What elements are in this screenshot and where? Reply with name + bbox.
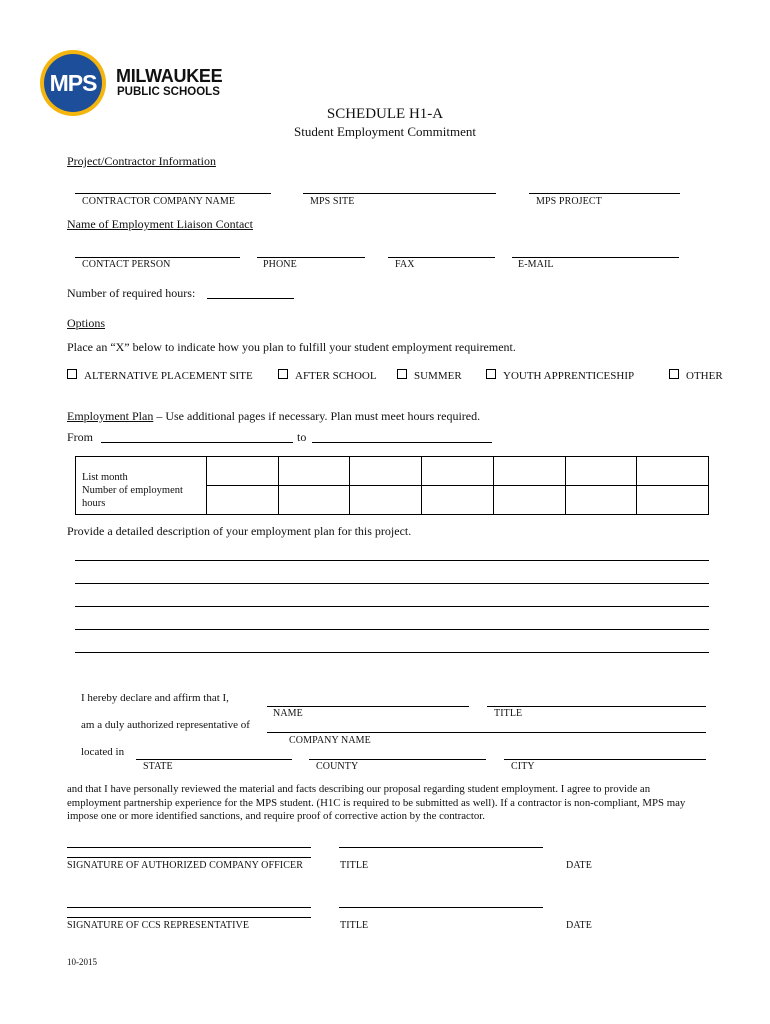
liaison-section-heading: Name of Employment Liaison Contact	[67, 217, 253, 231]
checkbox-summer[interactable]	[397, 369, 407, 379]
ccs-signature-underline	[67, 917, 311, 918]
description-line-4[interactable]	[75, 629, 709, 630]
fax-field[interactable]	[388, 257, 495, 258]
title-label: TITLE	[494, 708, 523, 719]
checkbox-after-school[interactable]	[278, 369, 288, 379]
officer-title-field[interactable]	[339, 847, 543, 848]
options-instruction: Place an “X” below to indicate how you plan to fulfill your student employment requirement.	[67, 340, 516, 354]
state-label: STATE	[143, 761, 173, 772]
mps-project-field[interactable]	[529, 193, 680, 194]
employment-plan-table	[75, 456, 709, 515]
contractor-company-name-field[interactable]	[75, 193, 271, 194]
email-field[interactable]	[512, 257, 679, 258]
table-row	[76, 457, 709, 486]
city-label: CITY	[511, 761, 535, 772]
officer-signature-field[interactable]	[67, 847, 311, 848]
option-label: AFTER SCHOOL	[295, 370, 377, 382]
declaration-line-2: am a duly authorized representative of	[81, 719, 250, 731]
hours-cell[interactable]	[565, 486, 637, 515]
month-cell[interactable]	[565, 457, 637, 486]
option-alternative-placement-site[interactable]	[67, 369, 253, 382]
description-line-2[interactable]	[75, 583, 709, 584]
mps-project-label: MPS PROJECT	[536, 196, 602, 207]
hours-cell[interactable]	[493, 486, 565, 515]
ccs-title-field[interactable]	[339, 907, 543, 908]
hours-cell[interactable]	[350, 486, 422, 515]
checkbox-other[interactable]	[669, 369, 679, 379]
month-cell[interactable]	[350, 457, 422, 486]
employment-hours-label: Number of employment hours	[82, 485, 183, 509]
company-name-label: COMPANY NAME	[289, 735, 371, 746]
employment-plan-heading: Employment Plan	[67, 409, 154, 423]
company-name-field[interactable]	[267, 732, 706, 733]
contact-person-field[interactable]	[75, 257, 240, 258]
option-summer[interactable]	[397, 369, 462, 382]
option-label: ALTERNATIVE PLACEMENT SITE	[84, 370, 253, 382]
declarant-title-field[interactable]	[487, 706, 706, 707]
option-label: SUMMER	[414, 370, 462, 382]
ccs-signature-label: SIGNATURE OF CCS REPRESENTATIVE	[67, 920, 250, 931]
description-line-1[interactable]	[75, 560, 709, 561]
logo-wordmark-line1: MILWAUKEE	[116, 66, 223, 86]
contact-person-label: CONTACT PERSON	[82, 259, 171, 270]
hours-cell[interactable]	[637, 486, 709, 515]
option-label: YOUTH APPRENTICESHIP	[503, 370, 635, 382]
to-date-field[interactable]	[312, 442, 492, 443]
description-prompt: Provide a detailed description of your employment plan for this project.	[67, 524, 412, 538]
project-section-heading: Project/Contractor Information	[67, 154, 216, 168]
county-field[interactable]	[309, 759, 486, 760]
form-title: SCHEDULE H1-A	[326, 106, 444, 122]
description-line-5[interactable]	[75, 652, 709, 653]
description-line-3[interactable]	[75, 606, 709, 607]
month-cell[interactable]	[493, 457, 565, 486]
hours-cell[interactable]	[207, 486, 279, 515]
ccs-title-label: TITLE	[340, 920, 369, 931]
table-row-labels	[76, 457, 207, 515]
officer-signature-underline	[67, 857, 311, 858]
from-date-field[interactable]	[101, 442, 293, 443]
required-hours-field[interactable]	[207, 298, 294, 299]
list-month-label: List month	[82, 472, 128, 483]
logo-mark: MPS	[44, 54, 102, 112]
officer-title-label: TITLE	[340, 860, 369, 871]
fax-label: FAX	[395, 259, 415, 270]
declaration-line-3: located in	[81, 746, 125, 758]
hours-cell[interactable]	[422, 486, 494, 515]
option-other[interactable]	[669, 369, 723, 382]
declaration-paragraph: and that I have personally reviewed the material and facts describing our proposal regarding student employment. I agree to provide an employment partnership experience for the MPS student. (H1C is required to be submitted as well). If a contractor is non-compliant, MPS may impose one or more identified sanctions, and require proof of corrective action by the contractor.	[67, 783, 686, 822]
option-after-school[interactable]	[278, 369, 377, 382]
county-label: COUNTY	[316, 761, 359, 772]
officer-date-label: DATE	[566, 860, 592, 871]
city-field[interactable]	[504, 759, 706, 760]
revision-date: 10-2015	[67, 957, 97, 967]
mps-site-field[interactable]	[303, 193, 496, 194]
month-cell[interactable]	[637, 457, 709, 486]
declarant-name-field[interactable]	[267, 706, 469, 707]
officer-signature-label: SIGNATURE OF AUTHORIZED COMPANY OFFICER	[67, 860, 303, 871]
employment-plan-note: – Use additional pages if necessary. Plan must meet hours required.	[153, 409, 481, 423]
to-label: to	[297, 430, 307, 444]
month-cell[interactable]	[422, 457, 494, 486]
checkbox-alternative-placement-site[interactable]	[67, 369, 77, 379]
phone-field[interactable]	[257, 257, 365, 258]
month-cell[interactable]	[278, 457, 350, 486]
ccs-date-label: DATE	[566, 920, 592, 931]
options-heading: Options	[67, 316, 106, 330]
ccs-signature-field[interactable]	[67, 907, 311, 908]
declaration-line-1: I hereby declare and affirm that I,	[81, 692, 229, 704]
form-subtitle: Student Employment Commitment	[294, 124, 476, 139]
mps-site-label: MPS SITE	[310, 196, 355, 207]
option-youth-apprenticeship[interactable]	[486, 369, 634, 382]
state-field[interactable]	[136, 759, 292, 760]
logo-wordmark-line2: PUBLIC SCHOOLS	[117, 86, 220, 98]
contractor-company-name-label: CONTRACTOR COMPANY NAME	[82, 196, 236, 207]
month-cell[interactable]	[207, 457, 279, 486]
employment-plan-line	[67, 409, 480, 424]
required-hours-label: Number of required hours:	[67, 286, 196, 300]
hours-cell[interactable]	[278, 486, 350, 515]
name-label: NAME	[273, 708, 303, 719]
email-label: E-MAIL	[518, 259, 554, 270]
option-label: OTHER	[686, 370, 723, 382]
from-label: From	[67, 430, 94, 444]
checkbox-youth-apprenticeship[interactable]	[486, 369, 496, 379]
phone-label: PHONE	[263, 259, 297, 270]
